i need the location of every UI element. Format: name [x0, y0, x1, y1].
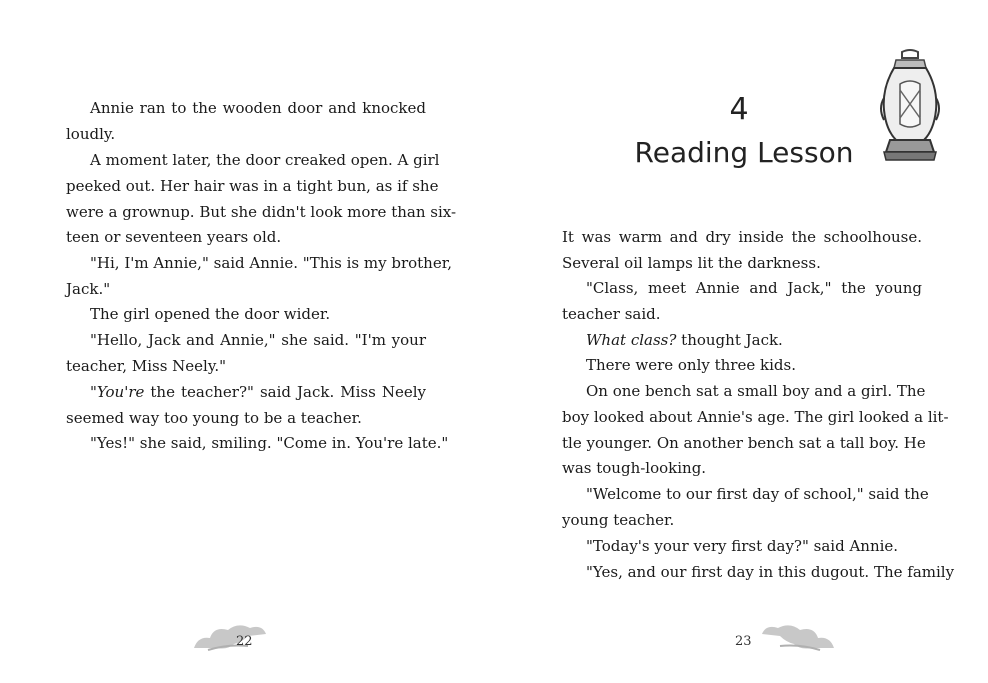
text-line: "Hello, Jack and Annie," she said. "I'm your — [90, 331, 426, 349]
text-line: "Today's your very first day?" said Annie. — [586, 537, 899, 555]
paragraph — [562, 225, 922, 277]
paragraph — [66, 96, 426, 148]
text-line — [562, 328, 922, 354]
text-line: "Hi, I'm Annie," said Annie. "This is my brother, — [90, 254, 453, 272]
text-line: Jack." — [66, 279, 111, 298]
text-line — [66, 380, 426, 406]
page-number: 23 — [735, 634, 752, 649]
paragraph — [562, 534, 922, 560]
paragraph — [562, 560, 955, 586]
paragraph — [562, 276, 922, 328]
text-line: On one bench sat a small boy and a girl. The — [586, 382, 926, 400]
text-line: Annie ran to the wooden door and knocked — [90, 99, 426, 117]
text-line: were a grownup. But she didn't look more than six- — [66, 202, 457, 221]
paragraph — [562, 353, 922, 379]
text-line: peeked out. Her hair was in a tight bun, as if she — [66, 176, 439, 195]
text-line: "Class, meet Annie and Jack," the young — [586, 279, 922, 297]
text-run: the teacher?" said Jack. Miss Neely — [144, 383, 426, 401]
text-line: young teacher. — [562, 510, 675, 529]
text-line: "Welcome to our first day of school," said the — [586, 485, 929, 503]
page-number: 22 — [236, 634, 253, 649]
text-line: "Yes, and our first day in this dugout. The family — [586, 563, 955, 581]
text-line: was tough-looking. — [562, 459, 707, 478]
paragraph — [66, 380, 426, 432]
text-line: It was warm and dry inside the schoolhouse. — [562, 228, 922, 246]
text-line: teacher, Miss Neely." — [66, 356, 226, 375]
text-run: thought Jack. — [676, 331, 783, 349]
paragraph — [66, 328, 426, 380]
text-line: tle younger. On another bench sat a tall boy. He — [562, 433, 926, 452]
text-line: Several oil lamps lit the darkness. — [562, 253, 821, 272]
text-line: teacher said. — [562, 304, 661, 323]
paragraph — [562, 328, 922, 354]
text-line: loudly. — [66, 124, 116, 143]
chapter-title: Reading Lesson — [634, 136, 854, 169]
text-line: There were only three kids. — [586, 356, 796, 374]
paragraph — [562, 482, 929, 534]
oil-lantern-icon — [870, 48, 950, 168]
italic-text: You're — [96, 383, 145, 401]
text-line: The girl opened the door wider. — [90, 305, 331, 323]
paragraph — [66, 431, 449, 457]
text-line: seemed way too young to be a teacher. — [66, 408, 362, 427]
text-run: " — [90, 383, 97, 401]
text-line: "Yes!" she said, smiling. "Come in. You're late." — [90, 434, 449, 452]
text-line: A moment later, the door creaked open. A girl — [90, 151, 440, 169]
text-line: teen or seventeen years old. — [66, 228, 282, 247]
paragraph — [562, 379, 949, 482]
right-page — [494, 0, 988, 683]
text-line: boy looked about Annie's age. The girl looked a lit- — [562, 407, 949, 426]
paragraph — [66, 302, 426, 328]
paragraph — [66, 148, 457, 251]
chapter-number: 4 — [729, 92, 749, 127]
paragraph — [66, 251, 453, 303]
italic-text: What class? — [586, 331, 677, 349]
